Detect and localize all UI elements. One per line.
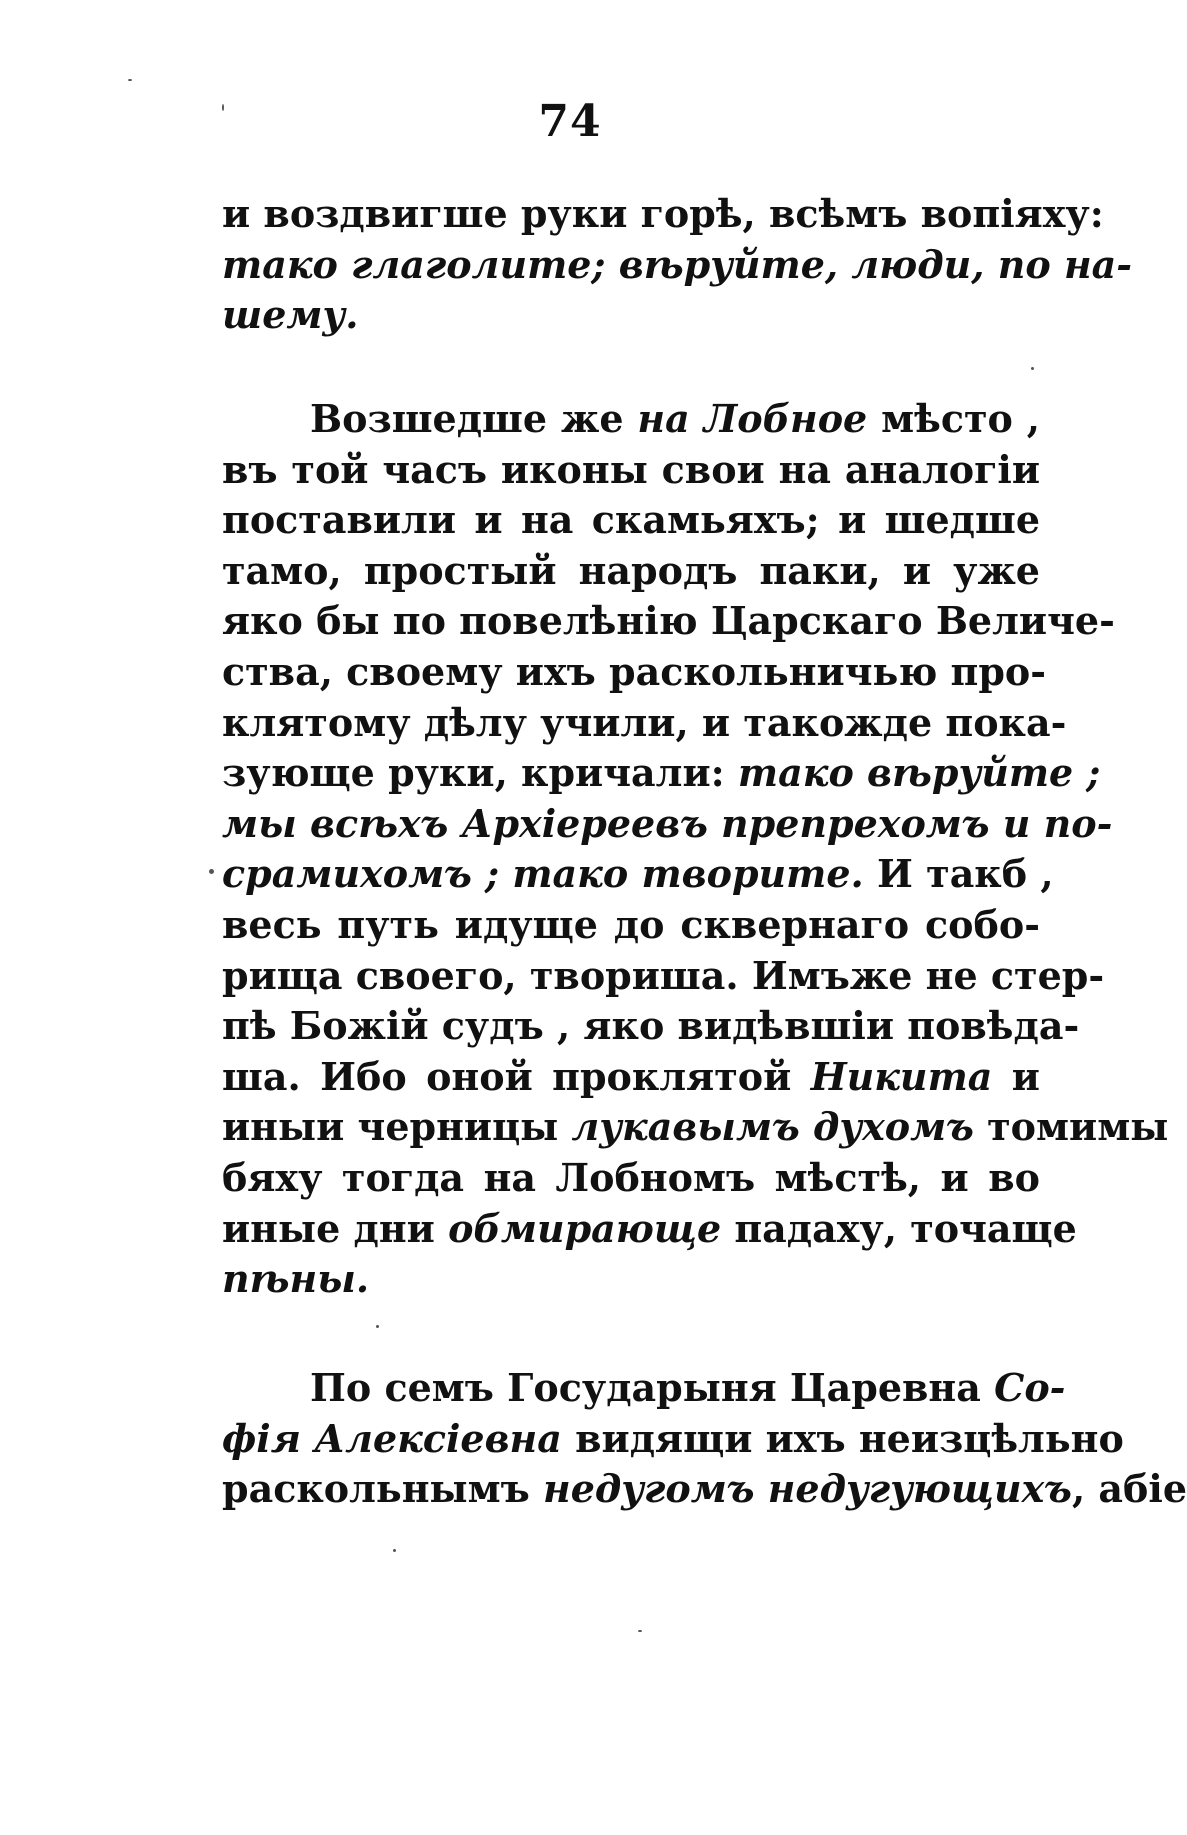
italic-text: Со- [994,1365,1066,1410]
ink-speck [376,1325,379,1328]
text-line [222,394,1040,445]
italic-text: обмирающе [448,1205,722,1251]
italic-text: срамихомъ ; тако творите. [222,851,864,897]
text-line [222,698,1067,749]
text-run: По семъ Государыня Царевна [310,1365,995,1410]
text-run: томимы [973,1104,1169,1150]
paragraph-1 [222,189,1133,341]
italic-text: недугомъ недугующихъ [543,1466,1072,1512]
text-run: тамо, простый народъ паки, и уже [222,547,1040,593]
paragraph-3 [222,1363,1187,1515]
text-run: зующе руки, кричали: [222,750,738,796]
text-line [222,546,1040,597]
italic-text: на Лобное [637,396,868,441]
text-run: рища своего, твориша. Имъже не стер- [222,952,1105,998]
text-run: Возшедше же [310,396,638,441]
text-line [222,596,1115,647]
text-run: и [992,1053,1040,1099]
text-line [222,951,1105,1002]
text-line [222,1464,1187,1515]
text-run: въ той часъ иконы свои на аналогіи [222,446,1040,492]
text-line [222,445,1040,496]
text-run: И такб , [863,851,1054,897]
text-run: и воздвигше руки горѣ, всѣмъ вопіяху: [222,191,1104,236]
text-line [222,189,1104,240]
text-line [222,849,1054,900]
italic-text: тако вѣруйте ; [737,750,1101,796]
italic-text: мы всѣхъ Архіереевъ препрехомъ и по- [222,800,1113,846]
text-run: яко бы по повелѣнію Царскаго Величе- [222,598,1115,644]
paragraph-2 [222,394,1169,1305]
text-run: видящи ихъ неизцѣльно [561,1415,1124,1461]
text-line [222,290,1040,341]
text-run: пѣ Божій судъ , яко видѣвшіи повѣда- [222,1003,1080,1049]
italic-text: шему. [222,292,359,338]
text-line [222,495,1040,546]
text-line [222,1254,1040,1305]
text-run: ства, своему ихъ раскольничью про- [222,648,1047,694]
italic-text: пѣны. [222,1256,370,1302]
ink-speck [638,1630,642,1632]
italic-text: тако глаголите; вѣруйте, люди, по на- [222,241,1133,287]
text-run: раскольнымъ [222,1466,543,1512]
text-line [222,1052,1040,1103]
text-line [222,240,1133,291]
text-line [222,1001,1080,1052]
italic-text: Никита [810,1053,993,1099]
italic-text: лукавымъ духомъ [571,1104,974,1150]
text-line [222,1204,1077,1255]
ink-speck [128,79,132,81]
ink-speck [209,869,214,874]
text-run: клятому дѣлу учили, и такожде пока- [222,699,1067,745]
text-line [222,1153,1040,1204]
page-number: 74 [538,96,602,147]
ink-speck [393,1549,396,1552]
text-line [222,900,1040,951]
text-run: иныи черницы [222,1104,572,1150]
text-line [222,748,1101,799]
text-run: поставили и на скамьяхъ; и шедше [222,497,1040,543]
text-line [222,1414,1124,1465]
text-run: иные дни [222,1205,449,1251]
text-run: бяху тогда на Лобномъ мѣстѣ, и во [222,1154,1040,1200]
text-line [222,1363,1066,1414]
text-run: ша. Ибо оной проклятой [222,1053,811,1099]
italic-text: фія Алексіевна [222,1415,562,1461]
text-line [222,799,1113,850]
ink-speck [1031,367,1034,370]
ink-speck [222,104,224,111]
text-run: , абіе [1071,1466,1187,1512]
text-run: весь путь идуще до сквернаго собо- [222,901,1040,947]
text-line [222,647,1047,698]
text-line [222,1102,1169,1153]
text-run: мѣсто , [867,396,1040,441]
text-run: падаху, точаще [721,1205,1077,1251]
